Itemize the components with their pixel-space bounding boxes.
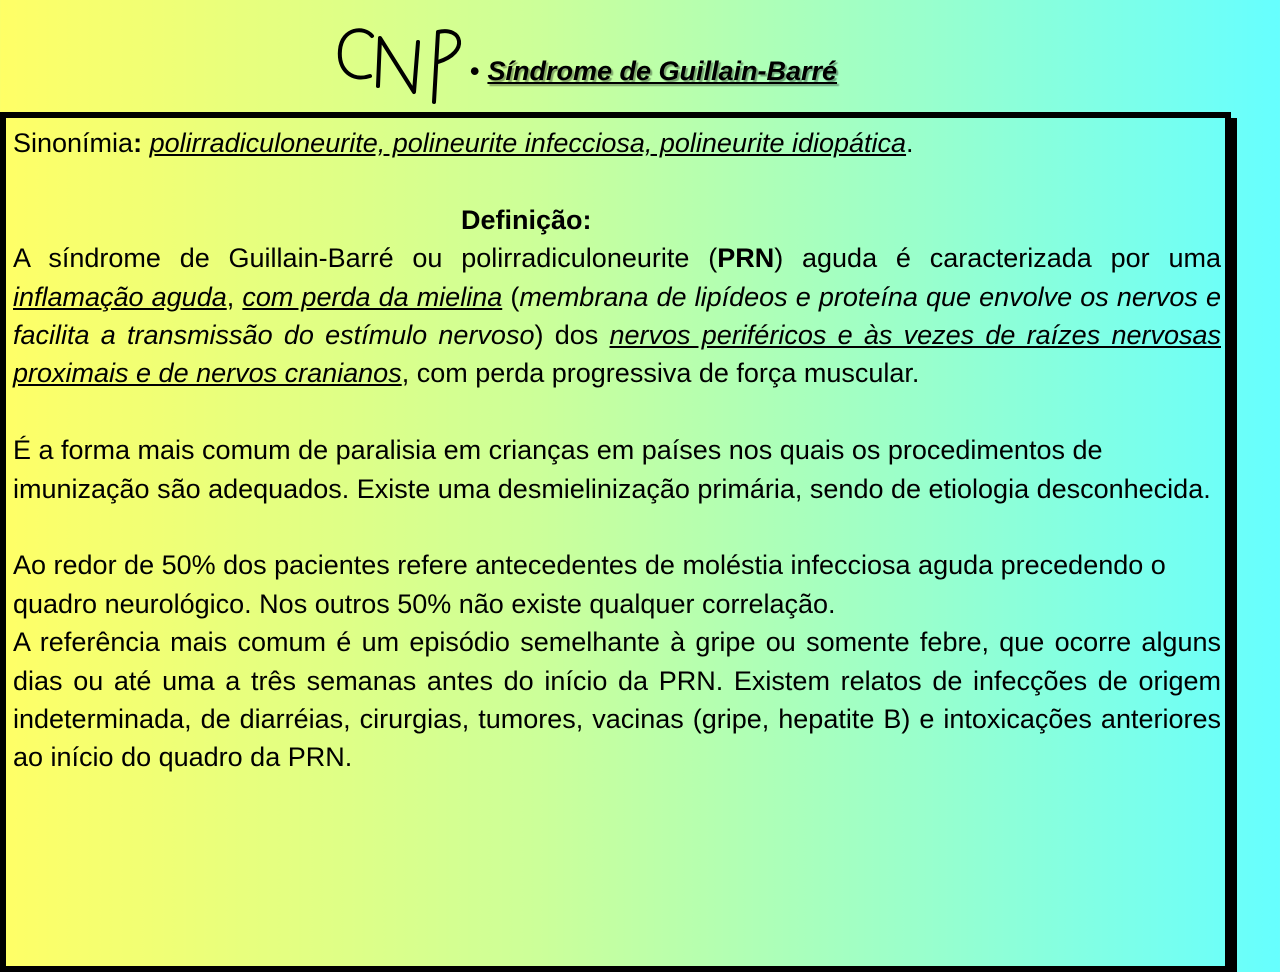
inflamacao-term: inflamação aguda (13, 281, 227, 312)
definicao-paragraph (13, 239, 1221, 393)
definicao-heading: Definição: (461, 204, 592, 235)
membrana-explanation: membrana de lipídeos e proteína que envolve os nervos e facilita a transmissão do estímulo nervoso (13, 281, 1221, 351)
spacer (13, 162, 1221, 200)
title-text: Síndrome de Guillain-Barré (487, 56, 838, 86)
title-bullet: • (470, 56, 480, 86)
paragraph-forma-comum: É a forma mais comum de paralisia em crianças em países nos quais os procedimentos de imunização são adequados. Existe uma desmielinização primária, sendo de etiologia desconhecida. (13, 435, 1211, 504)
sinonimia-label: Sinonímia (13, 128, 134, 158)
def-text: A síndrome de Guillain-Barré ou polirradiculoneurite ( (13, 243, 718, 274)
paragraph-antecedentes: Ao redor de 50% dos pacientes refere antecedentes de moléstia infecciosa aguda precedendo o quadro neurológico. Nos outros 50% não existe qualquer correlação. (13, 550, 1166, 619)
nervos-term: nervos periféricos e às vezes de raízes nervosas proximais e de nervos cranianos (13, 320, 1221, 389)
paragraph-referencia: A referência mais comum é um episódio semelhante à gripe ou somente febre, que ocorre alguns dias ou até uma a três semanas antes do início da PRN. Existem relatos de infecções de origem indeterminada, de diarréias, cirurgias, tumores, vacinas (gripe, hepatite B) e intoxicações anteriores ao início do quadro da PRN. (13, 627, 1221, 773)
spacer (13, 508, 1221, 546)
def-text: ( (502, 281, 520, 312)
perda-mielina-term: com perda da mielina (242, 281, 503, 312)
def-text: ) aguda é caracterizada por uma (774, 243, 1221, 274)
def-text: ) dos (534, 320, 610, 351)
slide-title (470, 56, 837, 87)
sinonimia-line (13, 124, 1221, 162)
def-text: , (226, 281, 243, 312)
sinonimia-end: . (906, 128, 914, 158)
sinonimia-colon: : (133, 128, 143, 158)
spacer (13, 393, 1221, 431)
sinonimia-terms: polirradiculoneurite, polineurite infecciosa, polineurite idiopática (149, 128, 907, 158)
prn-abbrev: PRN (717, 243, 775, 274)
def-text: , com perda progressiva de força muscular. (401, 358, 920, 389)
cnp-logo (334, 22, 474, 108)
content-body (13, 124, 1221, 777)
